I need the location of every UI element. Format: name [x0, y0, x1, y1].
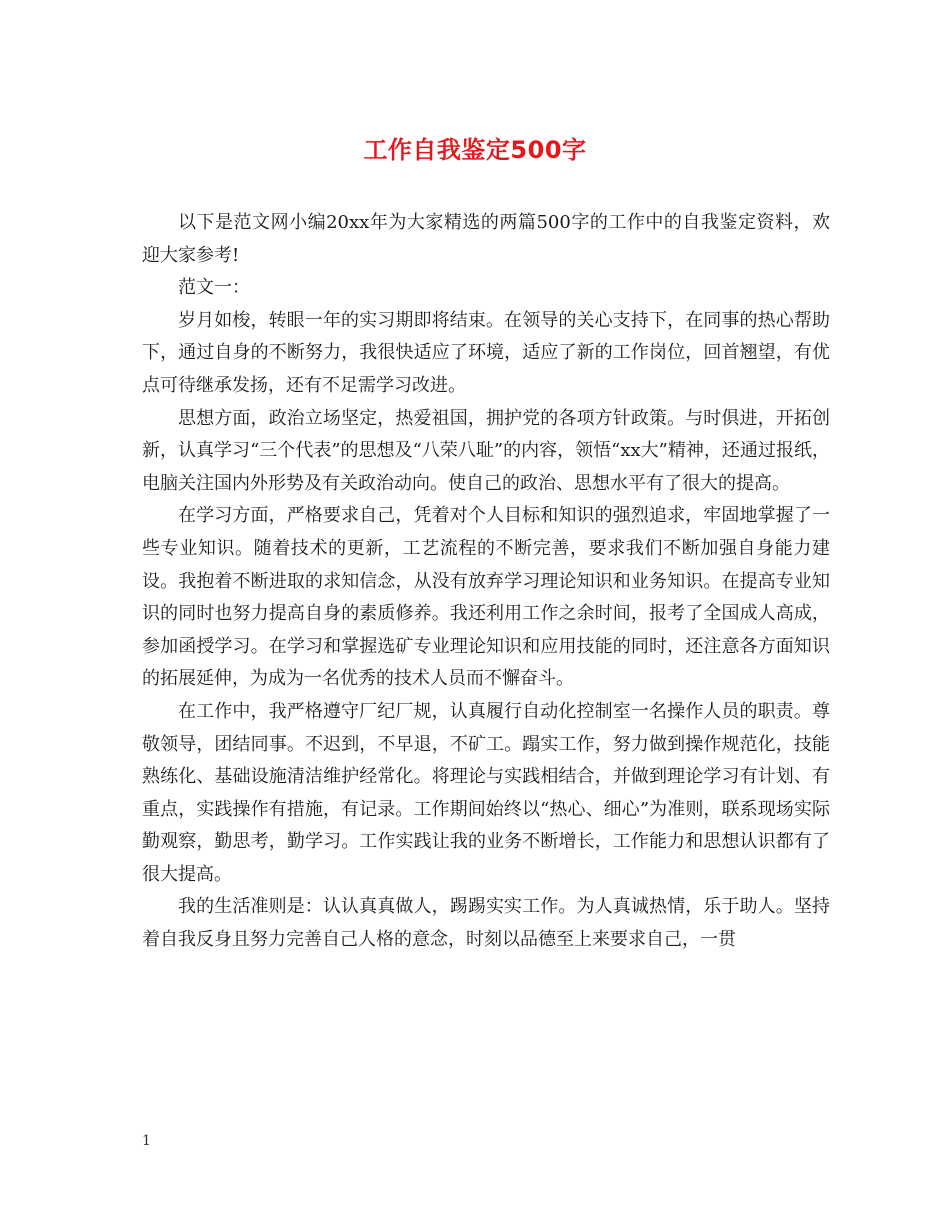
paragraph-sample-heading: 范文一： — [178, 277, 250, 299]
paragraph-work: 在工作中，我严格遵守厂纪厂规，认真履行自动化控制室一名操作人员的职责。尊敬领导，团结同事。不迟到，不早退，不矿工。蹋实工作，努力做到操作规范化，技能熟练化、基础设施清洁维护经常化。将理论与实践相结合，并做到理论学习有计划、有重点，实践操作有措施，有记录。工作期间始终以“热心、细心”为准则，联系现场实际勤观察，勤思考，勤学习。工作实践让我的业务不断增长，工作能力和思想认识都有了很大提高。 — [142, 700, 830, 885]
document-title: 工作自我鉴定500字 — [363, 136, 587, 164]
document-body — [142, 207, 830, 957]
page-number: 1 — [142, 1133, 151, 1149]
paragraph-ideology: 思想方面，政治立场坚定，热爱祖国，拥护党的各项方针政策。与时俱进，开拓创新，认真学习“三个代表”的思想及“八荣八耻”的内容，领悟“xx大”精神，还通过报纸，电脑关注国内外形势及有关政治动向。使自己的政治、思想水平有了很大的提高。 — [142, 407, 830, 494]
paragraph-life: 我的生活准则是：认认真真做人，踢踢实实工作。为人真诚热情，乐于助人。坚持着自我反身且努力完善自己人格的意念，时刻以品德至上来要求自己，一贯 — [142, 896, 830, 951]
paragraph-study: 在学习方面，严格要求自己，凭着对个人目标和知识的强烈追求，牢固地掌握了一些专业知识。随着技术的更新，工艺流程的不断完善，要求我们不断加强自身能力建设。我抱着不断进取的求知信念，从没有放弃学习理论知识和业务知识。在提高专业知识的同时也努力提高自身的素质修养。我还利用工作之余时间，报考了全国成人高成，参加函授学习。在学习和掌握选矿专业理论知识和应用技能的同时，还注意各方面知识的拓展延伸，为成为一名优秀的技术人员而不懈奋斗。 — [142, 505, 830, 690]
paragraph-opening: 岁月如梭，转眼一年的实习期即将结束。在领导的关心支持下，在同事的热心帮助下，通过自身的不断努力，我很快适应了环境，适应了新的工作岗位，回首翘望，有优点可待继承发扬，还有不足需学习改进。 — [142, 309, 830, 396]
paragraph-intro: 以下是范文网小编20xx年为大家精选的两篇500字的工作中的自我鉴定资料，欢迎大家参考! — [142, 212, 830, 266]
